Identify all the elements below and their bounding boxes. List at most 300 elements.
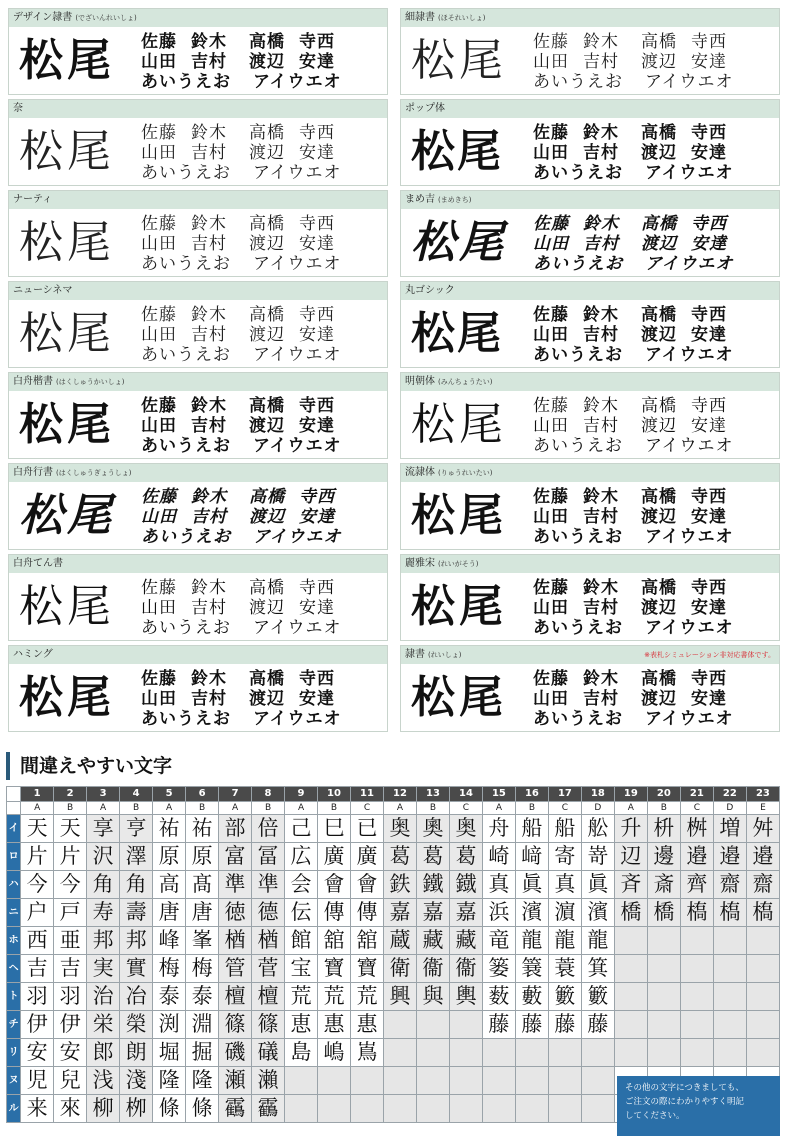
empty-cell [713, 1011, 746, 1039]
sample-word: あいうえお [533, 709, 623, 729]
sample-line [533, 709, 733, 729]
sample-word: 寺西 [691, 214, 727, 234]
empty-cell [383, 1039, 416, 1067]
empty-cell [581, 1039, 614, 1067]
sample-word: 吉村 [191, 598, 227, 618]
sample-word: あいうえお [533, 163, 623, 183]
empty-cell [318, 1067, 351, 1095]
empty-cell [614, 1039, 647, 1067]
char-cell: 泰 [186, 983, 219, 1011]
char-cell: 傳 [318, 899, 351, 927]
sample-word: 鈴木 [191, 487, 227, 507]
font-sample-body [401, 391, 779, 459]
font-name-header [401, 646, 779, 664]
sample-word: 鈴木 [583, 578, 619, 598]
sample-word: 山田 [141, 52, 177, 72]
sample-word: アイウエオ [645, 163, 734, 183]
char-cell: 澤 [120, 843, 153, 871]
char-cell: 準 [219, 871, 252, 899]
font-sample-body [9, 300, 387, 368]
font-sample-card [8, 190, 388, 277]
font-sample-body [9, 27, 387, 95]
table-row [7, 815, 780, 843]
sample-word: 鈴木 [191, 214, 227, 234]
char-cell: 栄 [87, 1011, 120, 1039]
char-cell: 館 [285, 927, 318, 955]
sample-line [141, 669, 341, 689]
sample-line [533, 254, 733, 274]
column-number: 22 [713, 787, 746, 802]
char-cell: 伊 [21, 1011, 54, 1039]
font-sample-card [8, 372, 388, 459]
char-cell: 藤 [482, 1011, 515, 1039]
sample-word: 渡辺 [249, 416, 285, 436]
char-cell: 嘉 [449, 899, 482, 927]
font-name: 白舟楷書 [13, 376, 53, 387]
char-cell: 羽 [21, 983, 54, 1011]
sample-word: 渡辺 [641, 325, 677, 345]
font-sample-body [401, 664, 779, 732]
char-cell: 薮 [482, 983, 515, 1011]
column-number: 10 [318, 787, 351, 802]
sample-word: 山田 [533, 234, 569, 254]
char-cell: 龍 [548, 927, 581, 955]
char-cell: 淺 [120, 1067, 153, 1095]
char-cell: 齋 [746, 871, 779, 899]
char-cell: 與 [416, 983, 449, 1011]
font-name: まめ吉 [405, 194, 435, 205]
char-cell: 籔 [581, 983, 614, 1011]
sample-word: 吉村 [583, 507, 619, 527]
empty-cell [614, 1011, 647, 1039]
sample-word: 寺西 [299, 32, 335, 52]
sample-line [141, 234, 341, 254]
sample-word: 佐藤 [533, 396, 569, 416]
font-sample-card [8, 99, 388, 186]
sample-word: 高橋 [641, 669, 677, 689]
sample-word: あいうえお [533, 527, 623, 547]
column-number: 1 [21, 787, 54, 802]
sample-surname: 松尾 [19, 490, 115, 541]
font-reading: (でざいんれいしょ) [75, 14, 137, 22]
sample-word: 高橋 [249, 578, 285, 598]
char-cell: 籔 [548, 983, 581, 1011]
char-cell: 奥 [383, 815, 416, 843]
table-row [7, 1039, 780, 1067]
sample-word: 寺西 [691, 32, 727, 52]
sample-surname: 松尾 [411, 490, 507, 541]
char-cell: 篓 [482, 955, 515, 983]
char-cell: 管 [219, 955, 252, 983]
font-name-header [9, 646, 387, 664]
sample-word: 佐藤 [533, 669, 569, 689]
char-cell: 亨 [120, 815, 153, 843]
sample-line [533, 487, 733, 507]
font-name-header [401, 555, 779, 573]
empty-cell [614, 927, 647, 955]
sample-word: あいうえお [533, 72, 623, 92]
font-sample-body [9, 391, 387, 459]
sample-word: 高橋 [641, 214, 677, 234]
sample-word: 山田 [141, 234, 177, 254]
char-cell: 嶋 [318, 1039, 351, 1067]
row-label: ホ [7, 927, 21, 955]
char-cell: 朗 [120, 1039, 153, 1067]
font-sample-body [401, 482, 779, 550]
sample-word: 渡辺 [641, 689, 677, 709]
empty-cell [548, 1095, 581, 1123]
char-cell: 篠 [252, 1011, 285, 1039]
sample-word: 寺西 [691, 123, 727, 143]
empty-cell [680, 1039, 713, 1067]
font-name-header [9, 282, 387, 300]
variant-letter: A [219, 802, 252, 815]
font-sample-card [400, 99, 780, 186]
note-line: その他の文字につきましても、 [625, 1083, 744, 1093]
variant-letter: C [351, 802, 384, 815]
char-cell: 榮 [120, 1011, 153, 1039]
column-number: 19 [614, 787, 647, 802]
char-cell: 枡 [647, 815, 680, 843]
empty-cell [713, 927, 746, 955]
sample-word: アイウエオ [645, 72, 734, 92]
sample-word: 高橋 [249, 32, 285, 52]
font-sample-card [400, 372, 780, 459]
font-name-header [9, 100, 387, 118]
column-number: 8 [252, 787, 285, 802]
char-cell: 藤 [581, 1011, 614, 1039]
column-number: 6 [186, 787, 219, 802]
sample-line [141, 527, 341, 547]
empty-cell [614, 955, 647, 983]
sample-word: 鈴木 [191, 305, 227, 325]
char-cell: 箕 [581, 955, 614, 983]
char-cell: 會 [351, 871, 384, 899]
empty-cell [416, 1067, 449, 1095]
sample-line [533, 618, 733, 638]
empty-cell [383, 1011, 416, 1039]
char-cell: 寶 [351, 955, 384, 983]
char-cell: 﨑 [515, 843, 548, 871]
char-cell: 嶌 [351, 1039, 384, 1067]
char-cell: 鐡 [449, 871, 482, 899]
sample-line [533, 436, 733, 456]
char-cell: 廣 [351, 843, 384, 871]
char-cell: 原 [153, 843, 186, 871]
table-row [7, 955, 780, 983]
char-cell: 巳 [318, 815, 351, 843]
sample-word: アイウエオ [253, 72, 342, 92]
variant-letter: A [482, 802, 515, 815]
sample-line [141, 163, 341, 183]
font-name: 細隷書 [405, 12, 435, 23]
char-cell: 栁 [120, 1095, 153, 1123]
font-sample-card [400, 190, 780, 277]
font-name: ナーティ [13, 194, 53, 205]
column-number: 9 [285, 787, 318, 802]
char-cell: 舘 [318, 927, 351, 955]
variant-letter: B [647, 802, 680, 815]
sample-word: 安達 [299, 598, 335, 618]
sample-line [141, 123, 341, 143]
char-cell: 藤 [515, 1011, 548, 1039]
variant-letter: A [87, 802, 120, 815]
sample-word: 渡辺 [249, 234, 285, 254]
empty-cell [680, 955, 713, 983]
char-cell: 西 [21, 927, 54, 955]
variant-letter: D [713, 802, 746, 815]
row-label: ヌ [7, 1067, 21, 1095]
char-cell: 冨 [252, 843, 285, 871]
char-cell: 邉 [746, 843, 779, 871]
sample-line [141, 72, 341, 92]
sample-word: 鈴木 [191, 32, 227, 52]
char-cell: 荒 [285, 983, 318, 1011]
sample-word: 山田 [533, 52, 569, 72]
row-label: リ [7, 1039, 21, 1067]
char-cell: 斎 [647, 871, 680, 899]
sample-word: 吉村 [191, 325, 227, 345]
empty-cell [746, 983, 779, 1011]
sample-word: 佐藤 [533, 123, 569, 143]
char-cell: 竜 [482, 927, 515, 955]
variant-letter: B [186, 802, 219, 815]
sample-word: 渡辺 [641, 416, 677, 436]
table-row [7, 899, 780, 927]
empty-cell [746, 1011, 779, 1039]
sample-word: 佐藤 [141, 396, 177, 416]
sample-names [533, 214, 733, 274]
sample-word: あいうえお [141, 709, 231, 729]
sample-names [533, 578, 733, 638]
sample-word: アイウエオ [253, 709, 342, 729]
empty-cell [548, 1067, 581, 1095]
empty-cell [548, 1039, 581, 1067]
sample-line [141, 143, 341, 163]
sample-word: 吉村 [191, 52, 227, 72]
char-cell: 伊 [54, 1011, 87, 1039]
font-sample-body [9, 209, 387, 277]
char-cell: 羽 [54, 983, 87, 1011]
char-cell: 角 [87, 871, 120, 899]
table-row [7, 843, 780, 871]
sample-word: 高橋 [641, 305, 677, 325]
empty-cell [647, 983, 680, 1011]
sample-word: 渡辺 [641, 598, 677, 618]
sample-word: 鈴木 [191, 396, 227, 416]
row-label: チ [7, 1011, 21, 1039]
sample-line [141, 32, 341, 52]
sample-word: 山田 [141, 689, 177, 709]
empty-cell [482, 1067, 515, 1095]
font-name: 麗雅宋 [405, 558, 435, 569]
char-cell: 冶 [120, 983, 153, 1011]
font-name-header [401, 282, 779, 300]
char-cell: 高 [153, 871, 186, 899]
char-cell: 児 [21, 1067, 54, 1095]
char-cell: 篠 [219, 1011, 252, 1039]
char-cell: 真 [548, 871, 581, 899]
empty-cell [416, 1039, 449, 1067]
row-label: ヘ [7, 955, 21, 983]
column-number: 12 [383, 787, 416, 802]
font-name: 白舟行書 [13, 467, 53, 478]
sample-line [533, 214, 733, 234]
column-number: 17 [548, 787, 581, 802]
font-name-header [9, 373, 387, 391]
column-number: 14 [449, 787, 482, 802]
font-name-header [9, 191, 387, 209]
char-cell: 原 [186, 843, 219, 871]
char-cell: 濱 [581, 899, 614, 927]
sample-line [533, 669, 733, 689]
char-cell: 掘 [186, 1039, 219, 1067]
order-note-box [617, 1076, 780, 1136]
variant-letter: A [383, 802, 416, 815]
sample-surname: 松尾 [411, 217, 507, 268]
char-cell: 衞 [416, 955, 449, 983]
sample-word: 寺西 [691, 669, 727, 689]
sample-word: あいうえお [533, 436, 623, 456]
font-name-header [9, 9, 387, 27]
font-name: 奈 [13, 103, 23, 114]
sample-line [533, 578, 733, 598]
sample-word: 渡辺 [249, 598, 285, 618]
font-name-header [9, 464, 387, 482]
font-name: 白舟てん書 [13, 558, 63, 569]
sample-word: 渡辺 [641, 507, 677, 527]
sample-word: あいうえお [141, 436, 231, 456]
sample-line [533, 527, 733, 547]
sample-line [141, 214, 341, 234]
font-sample-card [400, 281, 780, 368]
font-name-header [401, 100, 779, 118]
variant-letter: A [285, 802, 318, 815]
font-sample-body [401, 27, 779, 95]
empty-cell [351, 1067, 384, 1095]
char-cell: 來 [54, 1095, 87, 1123]
char-cell: 渕 [153, 1011, 186, 1039]
sample-word: 安達 [299, 325, 335, 345]
char-cell: 梅 [186, 955, 219, 983]
char-cell: 来 [21, 1095, 54, 1123]
sample-word: あいうえお [533, 345, 623, 365]
char-cell: 実 [87, 955, 120, 983]
sample-surname: 松尾 [19, 217, 115, 268]
font-sample-body [9, 118, 387, 186]
char-cell: 檀 [252, 983, 285, 1011]
sample-surname: 松尾 [411, 308, 503, 359]
sample-names [141, 305, 341, 365]
font-reading: (はくしゅうぎょうしょ) [56, 469, 132, 477]
sample-surname: 松尾 [19, 581, 115, 632]
char-cell: 葛 [383, 843, 416, 871]
char-cell: 橋 [614, 899, 647, 927]
char-cell: 興 [383, 983, 416, 1011]
sample-line [141, 578, 341, 598]
font-reading: (れいがそう) [438, 560, 479, 568]
sample-word: 吉村 [191, 143, 227, 163]
sample-word: 山田 [141, 507, 177, 527]
confusing-characters-table [6, 786, 780, 1123]
sample-word: 安達 [691, 598, 727, 618]
sample-word: 高橋 [249, 487, 285, 507]
font-name-header [401, 191, 779, 209]
empty-cell [680, 983, 713, 1011]
sample-line [533, 52, 733, 72]
char-cell: 泰 [153, 983, 186, 1011]
sample-line [141, 689, 341, 709]
column-number: 16 [515, 787, 548, 802]
char-cell: 安 [54, 1039, 87, 1067]
sample-word: 山田 [533, 143, 569, 163]
variant-letter: E [746, 802, 779, 815]
sample-word: 佐藤 [533, 578, 569, 598]
sample-word: 渡辺 [249, 143, 285, 163]
empty-cell [581, 1067, 614, 1095]
font-name: 隷書 [405, 649, 425, 660]
sample-word: 鈴木 [583, 123, 619, 143]
row-label: ハ [7, 871, 21, 899]
char-cell: 片 [54, 843, 87, 871]
row-label: ト [7, 983, 21, 1011]
empty-cell [318, 1095, 351, 1123]
char-cell: 舘 [351, 927, 384, 955]
variant-letter: B [515, 802, 548, 815]
char-cell: 藏 [449, 927, 482, 955]
font-name: 明朝体 [405, 376, 435, 387]
char-cell: 蔵 [383, 927, 416, 955]
char-cell: 祐 [186, 815, 219, 843]
char-cell: 德 [252, 899, 285, 927]
char-cell: 槗 [680, 899, 713, 927]
font-samples-grid [8, 8, 780, 738]
column-number: 2 [54, 787, 87, 802]
char-cell: 眞 [581, 871, 614, 899]
font-name: 流隷体 [405, 467, 435, 478]
sample-surname: 松尾 [19, 308, 115, 359]
sample-word: 吉村 [583, 598, 619, 618]
sample-word: 渡辺 [249, 325, 285, 345]
char-cell: 嘉 [383, 899, 416, 927]
sample-line [141, 52, 341, 72]
sample-word: 佐藤 [533, 305, 569, 325]
font-sample-card [400, 554, 780, 641]
char-cell: 斉 [614, 871, 647, 899]
sample-word: 高橋 [641, 396, 677, 416]
sample-word: 高橋 [249, 305, 285, 325]
variant-letter: C [548, 802, 581, 815]
sample-word: 寺西 [691, 578, 727, 598]
font-name: 丸ゴシック [405, 285, 455, 296]
sample-line [141, 487, 341, 507]
char-cell: 嘉 [416, 899, 449, 927]
column-number: 11 [351, 787, 384, 802]
sample-word: 吉村 [191, 689, 227, 709]
char-cell: 辺 [614, 843, 647, 871]
sample-word: あいうえお [141, 618, 231, 638]
char-cell: 舛 [746, 815, 779, 843]
char-cell: 靏 [252, 1095, 285, 1123]
sample-word: アイウエオ [253, 345, 342, 365]
char-cell: 安 [21, 1039, 54, 1067]
empty-cell [351, 1095, 384, 1123]
column-number: 3 [87, 787, 120, 802]
sample-word: 佐藤 [141, 214, 177, 234]
sample-word: 吉村 [583, 325, 619, 345]
char-cell: 峯 [186, 927, 219, 955]
sample-line [533, 325, 733, 345]
